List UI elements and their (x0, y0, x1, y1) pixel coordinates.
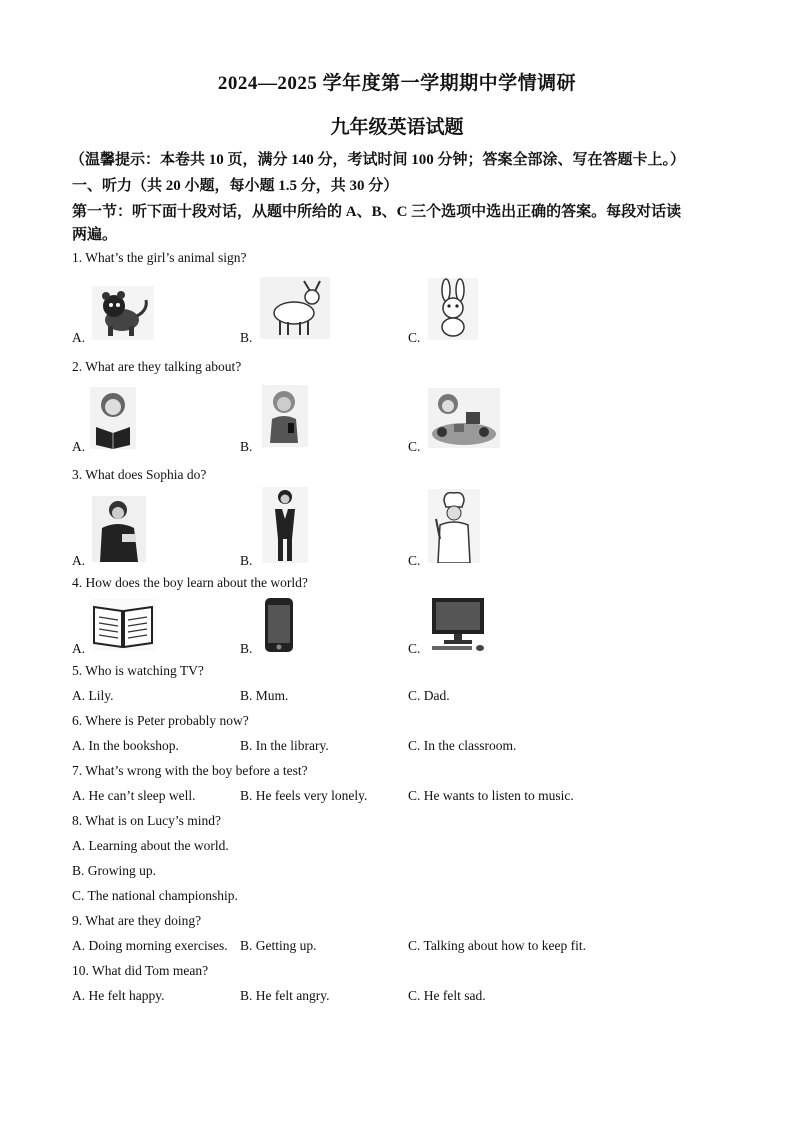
question-2: 2. What are they talking about? (72, 359, 242, 374)
exam-title: 2024—2025 学年度第一学期期中学情调研 (217, 73, 577, 94)
smartphone-image (262, 596, 296, 654)
q4-option-c-label: C. (408, 641, 421, 656)
q8-option-c: C. The national championship. (72, 888, 238, 903)
rabbit-image (428, 278, 478, 340)
q3-option-c-label: C. (408, 553, 421, 568)
section-instructions-line2: 两遍。 (72, 227, 118, 243)
question-4: 4. How does the boy learn about the world? (72, 575, 308, 590)
q9-option-a: A. Doing morning exercises. (72, 938, 228, 953)
question-6: 6. Where is Peter probably now? (72, 713, 249, 728)
q9-option-b: B. Getting up. (240, 938, 317, 953)
q3-option-a-label: A. (72, 553, 86, 568)
q4-option-a-label: A. (72, 641, 86, 656)
exam-notice: （温馨提示：本卷共 10 页，满分 140 分，考试时间 100 分钟；答案全部涂、写在答题卡上。） (70, 152, 686, 168)
q8-option-a: A. Learning about the world. (72, 838, 229, 853)
q10-option-b: B. He felt angry. (240, 988, 330, 1003)
q3-option-b-label: B. (240, 553, 253, 568)
q7-option-b: B. He feels very lonely. (240, 788, 368, 803)
q2-option-b-label: B. (240, 439, 253, 454)
q1-option-c-label: C. (408, 330, 421, 345)
doctor-image (92, 496, 146, 562)
tiger-cub-image (92, 286, 154, 340)
q10-option-a: A. He felt happy. (72, 988, 165, 1003)
question-7: 7. What’s wrong with the boy before a test? (72, 763, 308, 778)
q5-option-b: B. Mum. (240, 688, 289, 703)
businesswoman-image (262, 487, 308, 563)
question-8: 8. What is on Lucy’s mind? (72, 813, 221, 828)
q6-option-c: C. In the classroom. (408, 738, 517, 753)
boy-with-phone-image (262, 385, 308, 447)
open-book-image (90, 599, 156, 651)
question-10: 10. What did Tom mean? (72, 963, 209, 978)
section-title: 一、听力（共 20 小题，每小题 1.5 分，共 30 分） (72, 178, 399, 194)
q7-option-a: A. He can’t sleep well. (72, 788, 196, 803)
q9-option-c: C. Talking about how to keep fit. (408, 938, 587, 953)
q5-option-a: A. Lily. (72, 688, 114, 703)
chef-image (428, 489, 480, 563)
question-3: 3. What does Sophia do? (72, 467, 207, 482)
q10-option-c: C. He felt sad. (408, 988, 486, 1003)
q8-option-b: B. Growing up. (72, 863, 156, 878)
q6-option-b: B. In the library. (240, 738, 329, 753)
q7-option-c: C. He wants to listen to music. (408, 788, 574, 803)
boy-reading-book-image (90, 387, 136, 449)
question-1: 1. What’s the girl’s animal sign? (72, 250, 247, 265)
section-instructions-line1: 第一节：听下面十段对话，从题中所给的 A、B、C 三个选项中选出正确的答案。每段对话读 (72, 204, 682, 220)
q4-option-b-label: B. (240, 641, 253, 656)
exam-subtitle: 九年级英语试题 (330, 117, 464, 138)
q6-option-a: A. In the bookshop. (72, 738, 179, 753)
question-9: 9. What are they doing? (72, 913, 202, 928)
computer-image (428, 596, 488, 652)
q1-option-b-label: B. (240, 330, 253, 345)
q2-option-a-label: A. (72, 439, 86, 454)
q2-option-c-label: C. (408, 439, 421, 454)
q5-option-c: C. Dad. (408, 688, 450, 703)
boy-with-toys-image (428, 388, 500, 448)
question-5: 5. Who is watching TV? (72, 663, 204, 678)
goat-image (260, 277, 330, 339)
q1-option-a-label: A. (72, 330, 86, 345)
